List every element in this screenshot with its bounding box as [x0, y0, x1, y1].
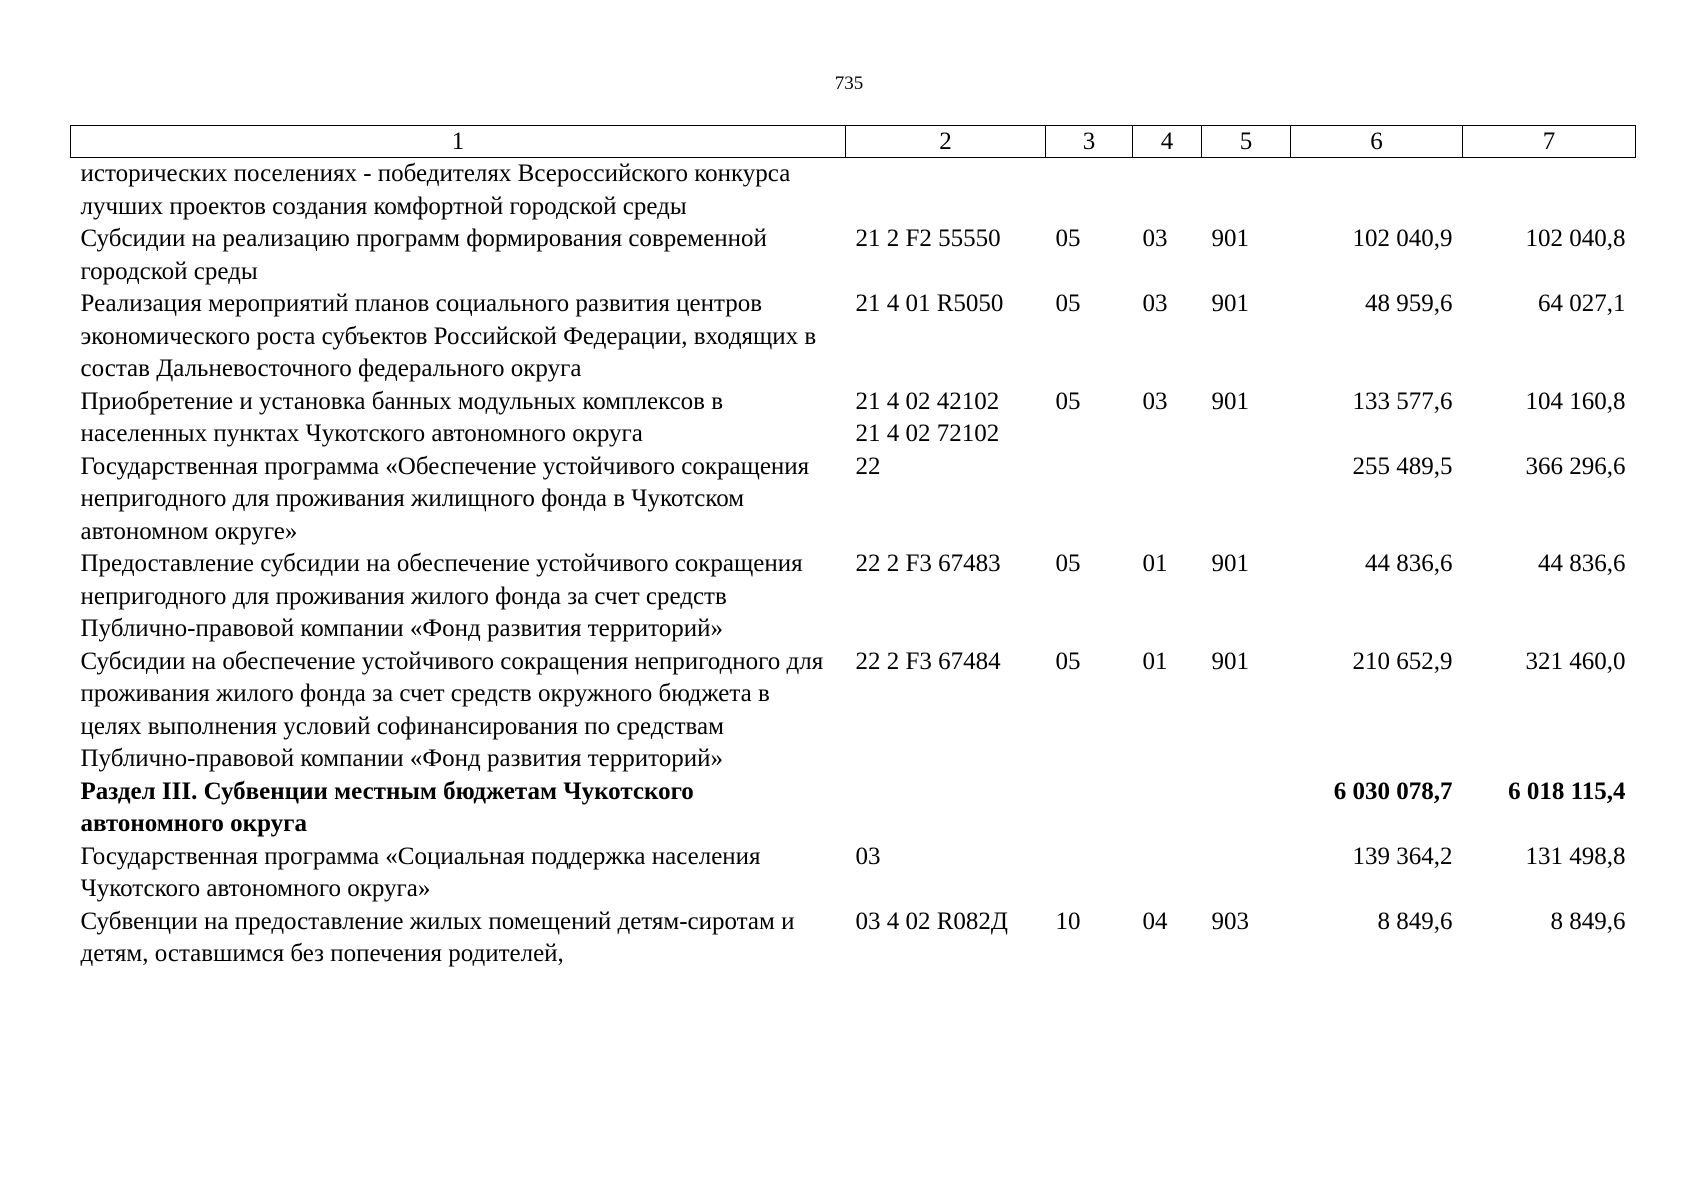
row-amount-1-cell [1291, 158, 1463, 224]
row-name-cell: Субсидии на обеспечение устойчивого сокращения непригодного для проживания жилого фонда за счет средств окружного бюджета в целях выполнения условий софинансирования по средствам Публично-правовой компании «Фонд развития территорий» [80, 647, 824, 772]
row-code-cell: 21 4 02 42102 21 4 02 72102 [855, 387, 1000, 447]
header-col-2: 2 [846, 126, 1046, 158]
row-subsection-cell: 03 [1142, 387, 1168, 415]
row-grbs-cell [1202, 776, 1291, 841]
table-row [71, 906, 1636, 971]
row-amount-2-cell: 321 460,0 [1525, 647, 1626, 675]
row-amount-2-cell: 104 160,8 [1525, 387, 1626, 415]
row-section-cell: 05 [1055, 290, 1081, 317]
page-number: 735 [834, 73, 864, 94]
row-amount-1-cell: 255 489,5 [1352, 452, 1453, 480]
row-section-cell [1046, 158, 1133, 224]
header-col-6: 6 [1291, 126, 1463, 158]
row-subsection-cell: 01 [1142, 550, 1168, 577]
row-section-cell [1046, 841, 1133, 906]
row-amount-2-cell: 44 836,6 [1538, 550, 1626, 577]
row-amount-2-cell: 366 296,6 [1525, 452, 1626, 480]
row-name-cell: Субвенции на предоставление жилых помещений детям-сиротам и детям, оставшимся без попечения родителей, [80, 907, 795, 967]
row-section-cell [1046, 776, 1133, 841]
row-grbs-cell [1202, 158, 1291, 224]
row-name-cell: Раздел III. Субвенции местным бюджетам Чукотского автономного округа [80, 777, 694, 837]
row-amount-1-cell: 210 652,9 [1352, 647, 1453, 675]
row-subsection-cell: 03 [1142, 290, 1168, 317]
row-name-cell: Предоставление субсидии на обеспечение устойчивого сокращения непригодного для проживания жилого фонда за счет средств Публично-правовой компании «Фонд развития территорий» [80, 550, 803, 642]
row-amount-1-cell: 8 849,6 [1377, 907, 1453, 935]
table-row [71, 288, 1636, 386]
row-subsection-cell: 01 [1142, 647, 1168, 675]
row-amount-1-cell: 6 030 078,7 [1333, 777, 1453, 805]
table-row [71, 451, 1636, 549]
row-grbs-cell: 901 [1211, 225, 1249, 252]
row-section-cell: 10 [1055, 907, 1081, 935]
header-col-1: 1 [71, 126, 846, 158]
row-subsection-cell: 04 [1142, 907, 1168, 935]
table-row [71, 776, 1636, 841]
row-grbs-cell: 901 [1211, 550, 1249, 577]
row-amount-2-cell: 131 498,8 [1525, 842, 1626, 870]
row-subsection-cell [1133, 158, 1202, 224]
row-subsection-cell: 03 [1142, 225, 1168, 252]
row-name-cell: Приобретение и установка банных модульных комплексов в населенных пунктах Чукотского автономного округа [80, 387, 724, 447]
table-header [71, 126, 1636, 158]
row-grbs-cell [1202, 841, 1291, 906]
row-name-cell: Государственная программа «Социальная поддержка населения Чукотского автономного округа» [80, 842, 761, 902]
row-grbs-cell [1202, 451, 1291, 549]
row-code-cell: 21 4 01 R5050 [855, 290, 1004, 317]
row-amount-1-cell: 102 040,9 [1352, 225, 1453, 252]
table-row [71, 646, 1636, 776]
row-subsection-cell [1133, 451, 1202, 549]
row-section-cell: 05 [1055, 550, 1081, 577]
row-grbs-cell: 903 [1211, 907, 1249, 935]
row-code-cell: 03 4 02 R082Д [855, 907, 1008, 935]
row-code-cell: 22 2 F3 67483 [855, 550, 1001, 577]
row-name-cell: Реализация мероприятий планов социального развития центров экономического роста субъектов Российской Федерации, входящих в состав Дальневосточного федерального округа [80, 290, 817, 382]
row-code-cell: 21 2 F2 55550 [855, 225, 1001, 252]
row-amount-2-cell: 102 040,8 [1525, 225, 1626, 252]
header-col-5: 5 [1202, 126, 1291, 158]
table-body [71, 158, 1636, 971]
row-amount-1-cell: 44 836,6 [1365, 550, 1453, 577]
row-code-cell: 22 2 F3 67484 [855, 647, 1001, 675]
row-code-cell [846, 158, 1046, 224]
header-col-3: 3 [1046, 126, 1133, 158]
row-amount-2-cell: 8 849,6 [1550, 907, 1626, 935]
row-amount-2-cell: 64 027,1 [1538, 290, 1626, 317]
row-code-cell [846, 776, 1046, 841]
row-section-cell: 05 [1055, 225, 1081, 252]
row-grbs-cell: 901 [1211, 290, 1249, 317]
row-subsection-cell [1133, 776, 1202, 841]
row-amount-1-cell: 133 577,6 [1352, 387, 1453, 415]
table-row [71, 548, 1636, 646]
row-amount-1-cell: 48 959,6 [1365, 290, 1453, 317]
table-row [71, 158, 1636, 224]
table-row [71, 386, 1636, 451]
row-name-cell: Государственная программа «Обеспечение устойчивого сокращения непригодного для проживания жилищного фонда в Чукотском автономном округе» [80, 452, 810, 545]
row-section-cell: 05 [1055, 647, 1081, 675]
row-grbs-cell: 901 [1211, 647, 1249, 675]
row-grbs-cell: 901 [1211, 387, 1249, 415]
row-code-cell: 22 [855, 452, 881, 480]
row-section-cell [1046, 451, 1133, 549]
table-row [71, 841, 1636, 906]
table-row [71, 223, 1636, 288]
row-name-cell: исторических поселениях - победителях Всероссийского конкурса лучших проектов создания комфортной городской среды [80, 160, 791, 220]
row-section-cell: 05 [1055, 387, 1081, 415]
header-col-7: 7 [1463, 126, 1636, 158]
row-subsection-cell [1133, 841, 1202, 906]
row-amount-1-cell: 139 364,2 [1352, 842, 1453, 870]
row-amount-2-cell: 6 018 115,4 [1508, 777, 1626, 805]
row-amount-2-cell [1463, 158, 1636, 224]
row-name-cell: Субсидии на реализацию программ формирования современной городской среды [80, 225, 767, 285]
row-code-cell: 03 [855, 842, 881, 870]
budget-table [70, 125, 1636, 971]
header-row [71, 126, 1636, 158]
header-col-4: 4 [1133, 126, 1202, 158]
